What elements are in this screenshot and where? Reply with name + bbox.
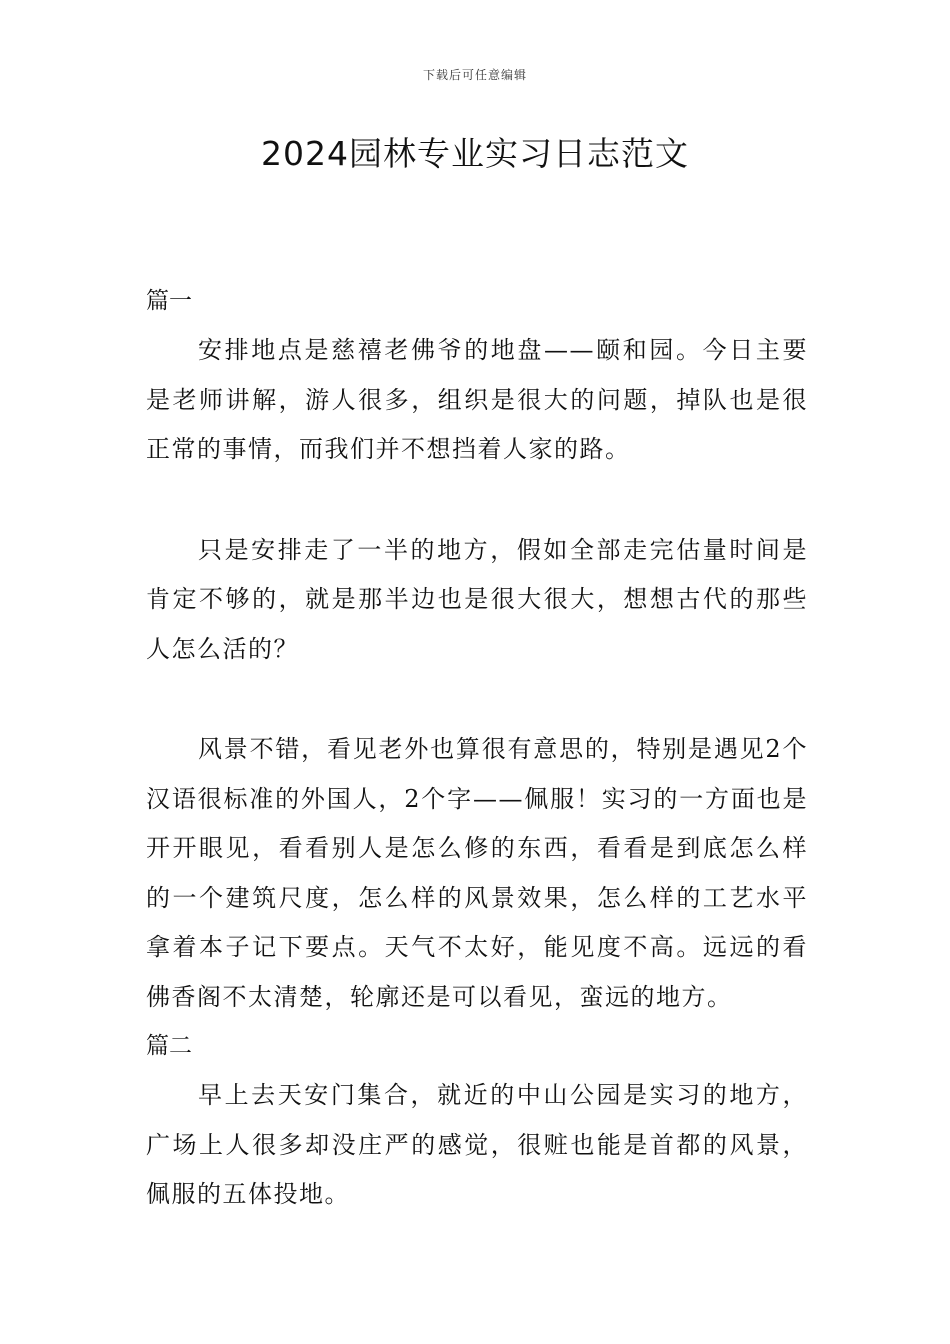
section-label-2: 篇二 — [146, 1033, 192, 1059]
paragraph-1-3: 风景不错，看见老外也算很有意思的，特别是遇见2个汉语很标准的外国人，2个字——佩服！实习的一方面也是开开眼见，看看别人是怎么修的东西，看看是到底怎么样的一个建筑尺度，怎么样的风景效果，怎么样的工艺水平拿着本子记下要点。天气不太好，能见度不高。远远的看佛香阁不太清楚，轮廓还是可以看见，蛮远的地方。 — [146, 735, 808, 1011]
document-title: 2024园林专业实习日志范文 — [261, 134, 689, 173]
document-body — [146, 277, 808, 1220]
paragraph-1-1: 安排地点是慈禧老佛爷的地盘——颐和园。今日主要是老师讲解，游人很多，组织是很大的问题，掉队也是很正常的事情，而我们并不想挡着人家的路。 — [146, 336, 808, 463]
section-label-1: 篇一 — [146, 288, 192, 314]
header-note: 下载后可任意编辑 — [422, 68, 527, 82]
paragraph-2-1: 早上去天安门集合，就近的中山公园是实习的地方，广场上人很多却没庄严的感觉，很赃也能是首都的风景，佩服的五体投地。 — [146, 1081, 808, 1208]
paragraph-1-2: 只是安排走了一半的地方，假如全部走完估量时间是肯定不够的，就是那半边也是很大很大，想想古代的那些人怎么活的？ — [146, 535, 808, 663]
